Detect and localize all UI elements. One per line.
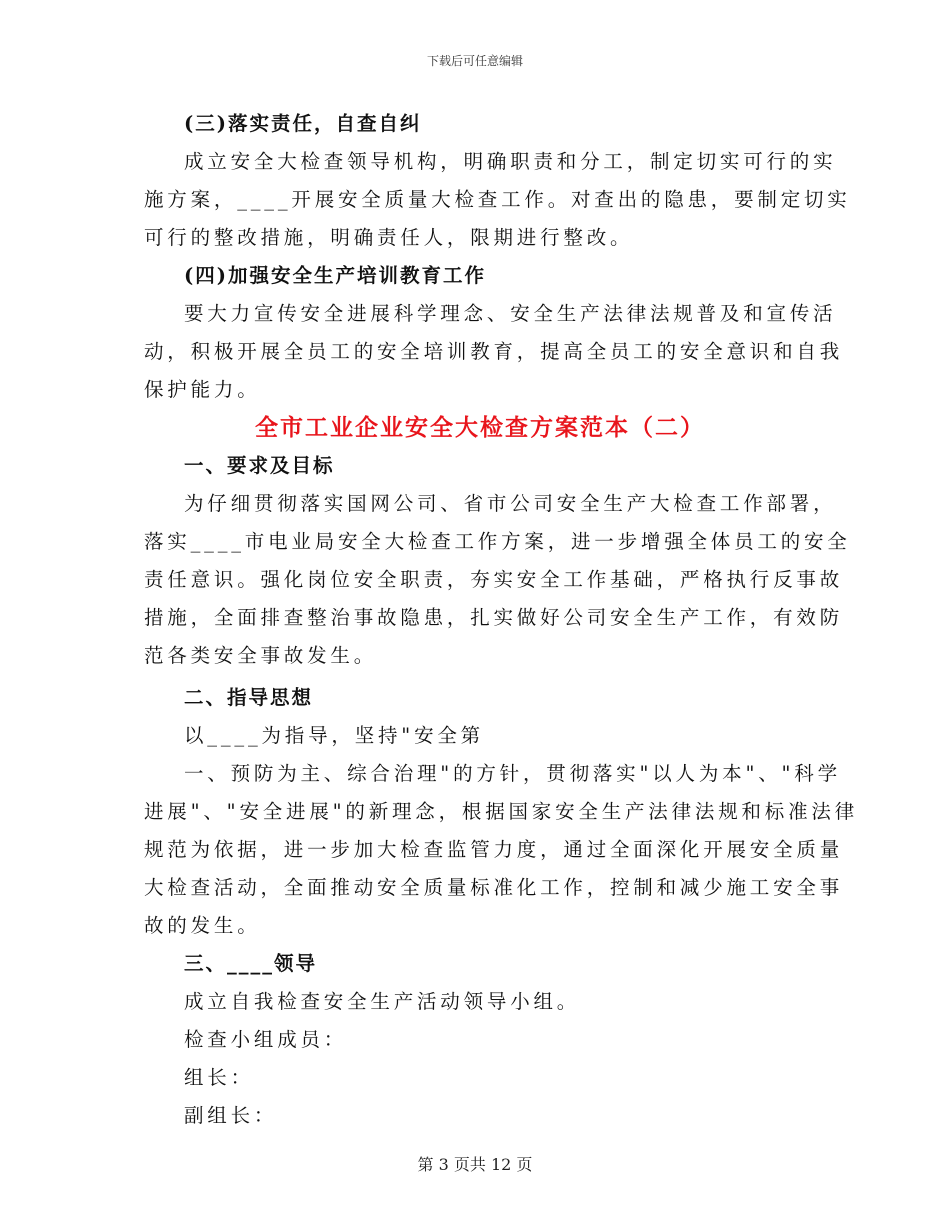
paragraph [144,143,851,257]
paragraph [144,1097,804,1135]
paragraph [144,1059,804,1097]
text-line: 成立自我检查安全生产活动领导小组。 [184,990,581,1013]
paragraph [144,485,851,675]
text-line: 落实____市电业局安全大检查工作方案，进一步增强全体员工的安全 [144,530,851,553]
page-footer: 第 3 页共 12 页 [417,1155,533,1174]
text-line: 检查小组成员： [184,1028,348,1051]
text-line: 一、预防为主、综合治理"的方针，贯彻落实"以人为本"、"科学 [184,762,841,785]
text-line: 施方案，____开展安全质量大检查工作。对查出的隐患，要制定切实 [144,188,851,211]
text-line: 三、____领导 [184,952,318,975]
paragraph [144,1021,804,1059]
section-heading [144,257,804,295]
paragraph [144,983,804,1021]
text-line: (四)加强安全生产培训教育工作 [184,264,486,287]
text-line: 范各类安全事故发生。 [144,644,378,667]
text-line: 保护能力。 [144,378,261,401]
text-line: 故的发生。 [144,914,261,937]
section-heading [144,105,804,143]
text-line: (三)落实责任，自查自纠 [184,112,422,135]
text-line: 大检查活动，全面推动安全质量标准化工作，控制和减少施工安全事 [144,876,844,899]
document-body [144,105,859,1135]
text-line: 可行的整改措施，明确责任人，限期进行整改。 [144,226,634,249]
text-line: 成立安全大检查领导机构，明确职责和分工，制定切实可行的实 [184,150,837,173]
text-line: 规范为依据，进一步加大检查监管力度，通过全面深化开展安全质量 [144,838,844,861]
text-line: 动，积极开展全员工的安全培训教育，提高全员工的安全意识和自我 [144,340,844,363]
paragraph [144,717,804,755]
text-line: 责任意识。强化岗位安全职责，夯实安全工作基础，严格执行反事故 [144,568,844,591]
paragraph [144,755,859,945]
paragraph [144,295,844,409]
text-line: 要大力宣传安全进展科学理念、安全生产法律法规普及和宣传活 [184,302,837,325]
text-line: 组长： [184,1066,254,1089]
text-line: 进展"、"安全进展"的新理念，根据国家安全生产法律法规和标准法律 [144,800,859,823]
text-line: 一、要求及目标 [184,454,335,477]
text-line: 为仔细贯彻落实国网公司、省市公司安全生产大检查工作部署， [184,492,837,515]
section-heading [144,945,804,983]
text-line: 副组长： [184,1104,278,1127]
page-header: 下载后可任意编辑 [426,54,523,68]
text-line: 措施，全面排查整治事故隐患，扎实做好公司安全生产工作，有效防 [144,606,844,629]
text-line: 二、指导思想 [184,686,314,709]
section-heading [144,447,804,485]
text-line: 以____为指导，坚持"安全第 [184,724,484,747]
section-heading [144,679,804,717]
document-title: 全市工业企业安全大检查方案范本（二） [255,414,705,441]
